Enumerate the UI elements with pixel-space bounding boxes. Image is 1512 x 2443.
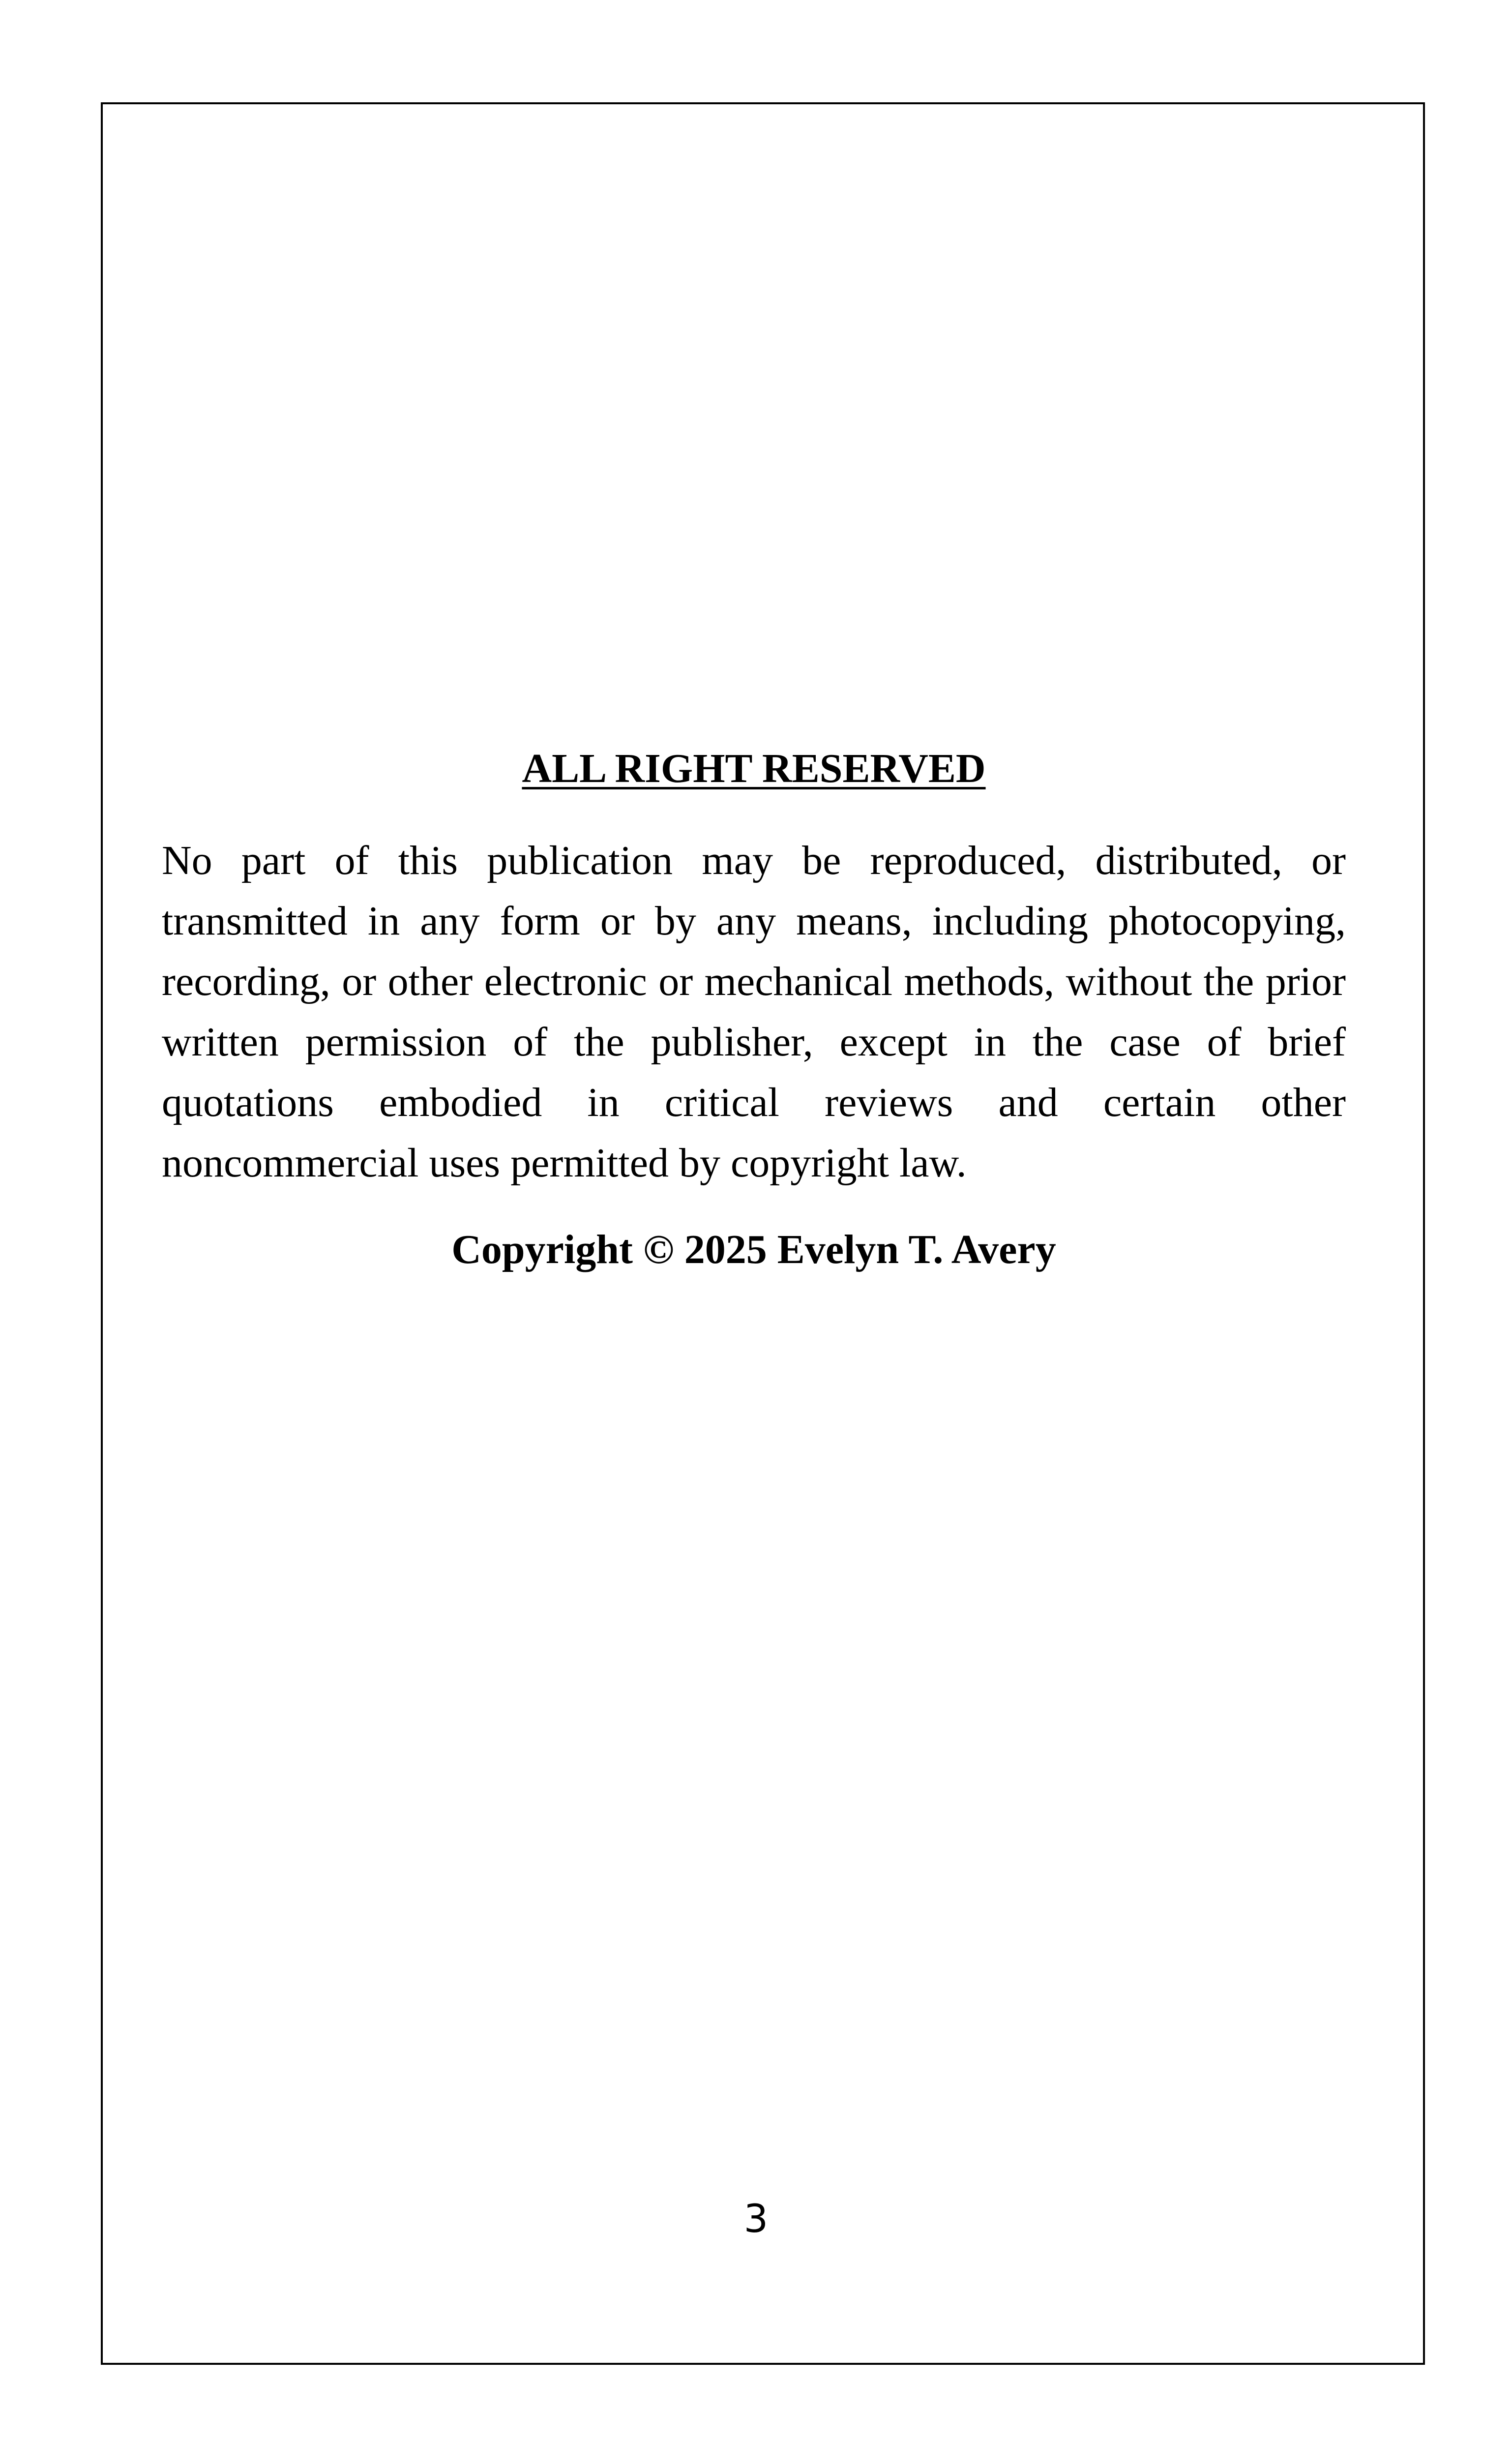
copyright-notice — [162, 739, 1346, 1280]
rights-heading: ALL RIGHT RESERVED — [522, 746, 986, 791]
copyright-line: Copyright © 2025 Evelyn T. Avery — [451, 1227, 1056, 1272]
rights-paragraph: No part of this publication may be reproduced, distributed, or transmitted in any form or by any means, including photocopying, recording, or other electronic or mechanical methods, without the prior written permission of the publisher, except in the case of brief quotations embodied in critical reviews and certain other noncommercial uses permitted by copyright law. — [162, 838, 1346, 1186]
page-number: 3 — [743, 2197, 769, 2241]
